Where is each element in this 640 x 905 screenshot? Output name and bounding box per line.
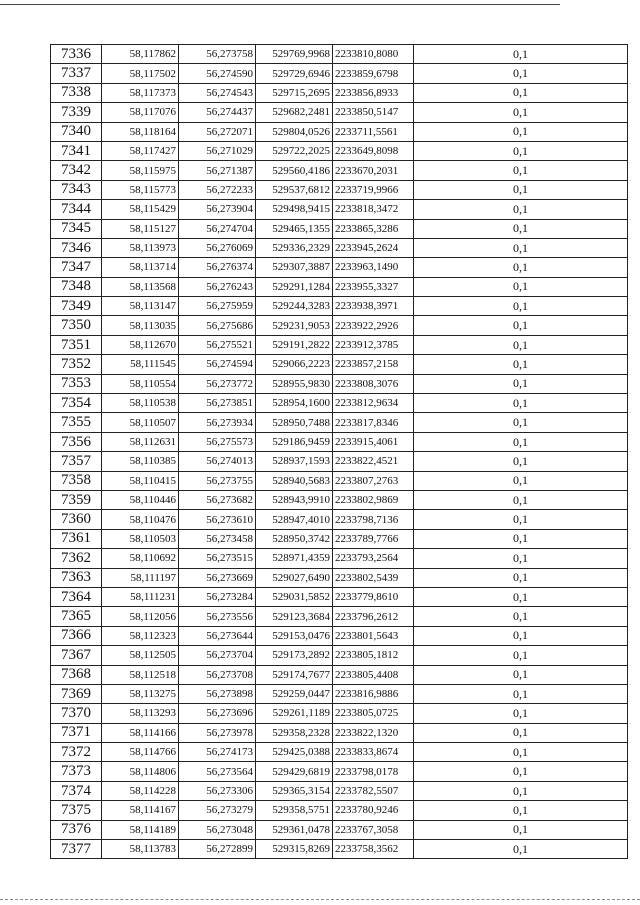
latitude-cell: 58,117427 xyxy=(102,141,179,160)
accuracy-cell: 0,1 xyxy=(414,335,628,354)
latitude-cell: 58,112631 xyxy=(102,432,179,451)
accuracy-cell: 0,1 xyxy=(414,510,628,529)
accuracy-cell: 0,1 xyxy=(414,122,628,141)
x-coordinate-cell: 529729,6946 xyxy=(256,64,333,83)
latitude-cell: 58,110503 xyxy=(102,529,179,548)
latitude-cell: 58,110538 xyxy=(102,394,179,413)
y-coordinate-cell: 2233779,8610 xyxy=(333,587,414,606)
point-number-cell: 7353 xyxy=(51,374,102,393)
latitude-cell: 58,110476 xyxy=(102,510,179,529)
longitude-cell: 56,274173 xyxy=(179,743,256,762)
accuracy-cell: 0,1 xyxy=(414,161,628,180)
y-coordinate-cell: 2233833,8674 xyxy=(333,743,414,762)
longitude-cell: 56,273978 xyxy=(179,723,256,742)
table-row xyxy=(51,297,628,316)
table-row xyxy=(51,103,628,122)
longitude-cell: 56,273904 xyxy=(179,200,256,219)
latitude-cell: 58,110446 xyxy=(102,490,179,509)
x-coordinate-cell: 529066,2223 xyxy=(256,355,333,374)
table-row xyxy=(51,200,628,219)
point-number-cell: 7366 xyxy=(51,626,102,645)
x-coordinate-cell: 528954,1600 xyxy=(256,394,333,413)
accuracy-cell: 0,1 xyxy=(414,355,628,374)
coordinates-table-body xyxy=(51,45,628,859)
point-number-cell: 7348 xyxy=(51,277,102,296)
point-number-cell: 7364 xyxy=(51,587,102,606)
longitude-cell: 56,274594 xyxy=(179,355,256,374)
accuracy-cell: 0,1 xyxy=(414,781,628,800)
y-coordinate-cell: 2233807,2763 xyxy=(333,471,414,490)
point-number-cell: 7362 xyxy=(51,549,102,568)
table-row xyxy=(51,413,628,432)
table-row xyxy=(51,374,628,393)
accuracy-cell: 0,1 xyxy=(414,277,628,296)
accuracy-cell: 0,1 xyxy=(414,801,628,820)
longitude-cell: 56,273708 xyxy=(179,665,256,684)
latitude-cell: 58,113783 xyxy=(102,840,179,859)
latitude-cell: 58,110385 xyxy=(102,452,179,471)
y-coordinate-cell: 2233859,6798 xyxy=(333,64,414,83)
latitude-cell: 58,118164 xyxy=(102,122,179,141)
x-coordinate-cell: 529153,0476 xyxy=(256,626,333,645)
latitude-cell: 58,110507 xyxy=(102,413,179,432)
longitude-cell: 56,273682 xyxy=(179,490,256,509)
accuracy-cell: 0,1 xyxy=(414,549,628,568)
y-coordinate-cell: 2233955,3327 xyxy=(333,277,414,296)
accuracy-cell: 0,1 xyxy=(414,258,628,277)
latitude-cell: 58,114806 xyxy=(102,762,179,781)
latitude-cell: 58,112670 xyxy=(102,335,179,354)
y-coordinate-cell: 2233711,5561 xyxy=(333,122,414,141)
accuracy-cell: 0,1 xyxy=(414,394,628,413)
accuracy-cell: 0,1 xyxy=(414,840,628,859)
latitude-cell: 58,110554 xyxy=(102,374,179,393)
x-coordinate-cell: 529259,0447 xyxy=(256,684,333,703)
accuracy-cell: 0,1 xyxy=(414,665,628,684)
latitude-cell: 58,117076 xyxy=(102,103,179,122)
y-coordinate-cell: 2233789,7766 xyxy=(333,529,414,548)
x-coordinate-cell: 529231,9053 xyxy=(256,316,333,335)
y-coordinate-cell: 2233805,0725 xyxy=(333,704,414,723)
latitude-cell: 58,113714 xyxy=(102,258,179,277)
table-row xyxy=(51,432,628,451)
point-number-cell: 7336 xyxy=(51,45,102,64)
y-coordinate-cell: 2233818,3472 xyxy=(333,200,414,219)
point-number-cell: 7370 xyxy=(51,704,102,723)
y-coordinate-cell: 2233912,3785 xyxy=(333,335,414,354)
table-row xyxy=(51,762,628,781)
latitude-cell: 58,114228 xyxy=(102,781,179,800)
x-coordinate-cell: 529027,6490 xyxy=(256,568,333,587)
table-row xyxy=(51,743,628,762)
accuracy-cell: 0,1 xyxy=(414,83,628,102)
table-row xyxy=(51,316,628,335)
longitude-cell: 56,273755 xyxy=(179,471,256,490)
point-number-cell: 7341 xyxy=(51,141,102,160)
x-coordinate-cell: 529358,2328 xyxy=(256,723,333,742)
table-row xyxy=(51,161,628,180)
latitude-cell: 58,113147 xyxy=(102,297,179,316)
latitude-cell: 58,113568 xyxy=(102,277,179,296)
x-coordinate-cell: 529174,7677 xyxy=(256,665,333,684)
latitude-cell: 58,117502 xyxy=(102,64,179,83)
y-coordinate-cell: 2233857,2158 xyxy=(333,355,414,374)
point-number-cell: 7359 xyxy=(51,490,102,509)
longitude-cell: 56,273704 xyxy=(179,646,256,665)
table-row xyxy=(51,840,628,859)
longitude-cell: 56,274013 xyxy=(179,452,256,471)
point-number-cell: 7356 xyxy=(51,432,102,451)
x-coordinate-cell: 529804,0526 xyxy=(256,122,333,141)
table-row xyxy=(51,277,628,296)
x-coordinate-cell: 529358,5751 xyxy=(256,801,333,820)
latitude-cell: 58,111545 xyxy=(102,355,179,374)
longitude-cell: 56,273279 xyxy=(179,801,256,820)
point-number-cell: 7374 xyxy=(51,781,102,800)
table-row xyxy=(51,122,628,141)
x-coordinate-cell: 529715,2695 xyxy=(256,83,333,102)
table-row xyxy=(51,781,628,800)
latitude-cell: 58,114189 xyxy=(102,820,179,839)
latitude-cell: 58,112323 xyxy=(102,626,179,645)
coordinates-table xyxy=(50,44,628,859)
x-coordinate-cell: 529429,6819 xyxy=(256,762,333,781)
x-coordinate-cell: 529498,9415 xyxy=(256,200,333,219)
longitude-cell: 56,273610 xyxy=(179,510,256,529)
latitude-cell: 58,110692 xyxy=(102,549,179,568)
y-coordinate-cell: 2233780,9246 xyxy=(333,801,414,820)
y-coordinate-cell: 2233945,2624 xyxy=(333,238,414,257)
longitude-cell: 56,273284 xyxy=(179,587,256,606)
x-coordinate-cell: 529244,3283 xyxy=(256,297,333,316)
x-coordinate-cell: 528950,3742 xyxy=(256,529,333,548)
table-row xyxy=(51,820,628,839)
longitude-cell: 56,273696 xyxy=(179,704,256,723)
table-row xyxy=(51,665,628,684)
latitude-cell: 58,114766 xyxy=(102,743,179,762)
latitude-cell: 58,115975 xyxy=(102,161,179,180)
point-number-cell: 7360 xyxy=(51,510,102,529)
latitude-cell: 58,112505 xyxy=(102,646,179,665)
y-coordinate-cell: 2233758,3562 xyxy=(333,840,414,859)
accuracy-cell: 0,1 xyxy=(414,413,628,432)
table-row xyxy=(51,141,628,160)
longitude-cell: 56,275686 xyxy=(179,316,256,335)
table-row xyxy=(51,355,628,374)
accuracy-cell: 0,1 xyxy=(414,684,628,703)
longitude-cell: 56,273898 xyxy=(179,684,256,703)
latitude-cell: 58,111197 xyxy=(102,568,179,587)
accuracy-cell: 0,1 xyxy=(414,568,628,587)
x-coordinate-cell: 529361,0478 xyxy=(256,820,333,839)
table-row xyxy=(51,394,628,413)
y-coordinate-cell: 2233963,1490 xyxy=(333,258,414,277)
point-number-cell: 7368 xyxy=(51,665,102,684)
longitude-cell: 56,273758 xyxy=(179,45,256,64)
longitude-cell: 56,273515 xyxy=(179,549,256,568)
point-number-cell: 7373 xyxy=(51,762,102,781)
accuracy-cell: 0,1 xyxy=(414,762,628,781)
accuracy-cell: 0,1 xyxy=(414,238,628,257)
longitude-cell: 56,273048 xyxy=(179,820,256,839)
longitude-cell: 56,274543 xyxy=(179,83,256,102)
latitude-cell: 58,113035 xyxy=(102,316,179,335)
x-coordinate-cell: 528947,4010 xyxy=(256,510,333,529)
longitude-cell: 56,274437 xyxy=(179,103,256,122)
table-row xyxy=(51,471,628,490)
point-number-cell: 7346 xyxy=(51,238,102,257)
x-coordinate-cell: 529682,2481 xyxy=(256,103,333,122)
longitude-cell: 56,275573 xyxy=(179,432,256,451)
y-coordinate-cell: 2233810,8080 xyxy=(333,45,414,64)
point-number-cell: 7361 xyxy=(51,529,102,548)
longitude-cell: 56,273458 xyxy=(179,529,256,548)
longitude-cell: 56,271029 xyxy=(179,141,256,160)
y-coordinate-cell: 2233856,8933 xyxy=(333,83,414,102)
longitude-cell: 56,275959 xyxy=(179,297,256,316)
point-number-cell: 7342 xyxy=(51,161,102,180)
x-coordinate-cell: 529291,1284 xyxy=(256,277,333,296)
latitude-cell: 58,113293 xyxy=(102,704,179,723)
top-rule xyxy=(0,4,560,5)
latitude-cell: 58,112056 xyxy=(102,607,179,626)
table-row xyxy=(51,801,628,820)
x-coordinate-cell: 528937,1593 xyxy=(256,452,333,471)
longitude-cell: 56,272899 xyxy=(179,840,256,859)
point-number-cell: 7363 xyxy=(51,568,102,587)
x-coordinate-cell: 529465,1355 xyxy=(256,219,333,238)
longitude-cell: 56,272233 xyxy=(179,180,256,199)
y-coordinate-cell: 2233808,3076 xyxy=(333,374,414,393)
table-row xyxy=(51,335,628,354)
y-coordinate-cell: 2233865,3286 xyxy=(333,219,414,238)
accuracy-cell: 0,1 xyxy=(414,297,628,316)
x-coordinate-cell: 529315,8269 xyxy=(256,840,333,859)
x-coordinate-cell: 528971,4359 xyxy=(256,549,333,568)
y-coordinate-cell: 2233816,9886 xyxy=(333,684,414,703)
accuracy-cell: 0,1 xyxy=(414,607,628,626)
y-coordinate-cell: 2233767,3058 xyxy=(333,820,414,839)
longitude-cell: 56,276069 xyxy=(179,238,256,257)
accuracy-cell: 0,1 xyxy=(414,45,628,64)
latitude-cell: 58,110415 xyxy=(102,471,179,490)
x-coordinate-cell: 529336,2329 xyxy=(256,238,333,257)
table-row xyxy=(51,626,628,645)
accuracy-cell: 0,1 xyxy=(414,587,628,606)
point-number-cell: 7375 xyxy=(51,801,102,820)
point-number-cell: 7372 xyxy=(51,743,102,762)
table-row xyxy=(51,684,628,703)
x-coordinate-cell: 529425,0388 xyxy=(256,743,333,762)
x-coordinate-cell: 529722,2025 xyxy=(256,141,333,160)
y-coordinate-cell: 2233812,9634 xyxy=(333,394,414,413)
point-number-cell: 7367 xyxy=(51,646,102,665)
table-row xyxy=(51,64,628,83)
point-number-cell: 7344 xyxy=(51,200,102,219)
latitude-cell: 58,117862 xyxy=(102,45,179,64)
point-number-cell: 7371 xyxy=(51,723,102,742)
longitude-cell: 56,275521 xyxy=(179,335,256,354)
longitude-cell: 56,273556 xyxy=(179,607,256,626)
latitude-cell: 58,113973 xyxy=(102,238,179,257)
accuracy-cell: 0,1 xyxy=(414,103,628,122)
point-number-cell: 7354 xyxy=(51,394,102,413)
accuracy-cell: 0,1 xyxy=(414,820,628,839)
x-coordinate-cell: 529365,3154 xyxy=(256,781,333,800)
y-coordinate-cell: 2233670,2031 xyxy=(333,161,414,180)
bottom-rule xyxy=(0,899,640,900)
x-coordinate-cell: 528955,9830 xyxy=(256,374,333,393)
table-row xyxy=(51,219,628,238)
y-coordinate-cell: 2233805,1812 xyxy=(333,646,414,665)
y-coordinate-cell: 2233822,4521 xyxy=(333,452,414,471)
point-number-cell: 7337 xyxy=(51,64,102,83)
x-coordinate-cell: 529560,4186 xyxy=(256,161,333,180)
longitude-cell: 56,272071 xyxy=(179,122,256,141)
point-number-cell: 7339 xyxy=(51,103,102,122)
accuracy-cell: 0,1 xyxy=(414,219,628,238)
longitude-cell: 56,273669 xyxy=(179,568,256,587)
table-row xyxy=(51,83,628,102)
accuracy-cell: 0,1 xyxy=(414,743,628,762)
latitude-cell: 58,111231 xyxy=(102,587,179,606)
accuracy-cell: 0,1 xyxy=(414,529,628,548)
y-coordinate-cell: 2233922,2926 xyxy=(333,316,414,335)
y-coordinate-cell: 2233915,4061 xyxy=(333,432,414,451)
accuracy-cell: 0,1 xyxy=(414,432,628,451)
y-coordinate-cell: 2233805,4408 xyxy=(333,665,414,684)
point-number-cell: 7357 xyxy=(51,452,102,471)
latitude-cell: 58,115127 xyxy=(102,219,179,238)
point-number-cell: 7369 xyxy=(51,684,102,703)
y-coordinate-cell: 2233796,2612 xyxy=(333,607,414,626)
longitude-cell: 56,274704 xyxy=(179,219,256,238)
table-row xyxy=(51,704,628,723)
latitude-cell: 58,114167 xyxy=(102,801,179,820)
table-row xyxy=(51,607,628,626)
latitude-cell: 58,115429 xyxy=(102,200,179,219)
y-coordinate-cell: 2233817,8346 xyxy=(333,413,414,432)
longitude-cell: 56,276374 xyxy=(179,258,256,277)
point-number-cell: 7350 xyxy=(51,316,102,335)
longitude-cell: 56,271387 xyxy=(179,161,256,180)
x-coordinate-cell: 528940,5683 xyxy=(256,471,333,490)
table-row xyxy=(51,510,628,529)
point-number-cell: 7347 xyxy=(51,258,102,277)
longitude-cell: 56,273772 xyxy=(179,374,256,393)
point-number-cell: 7355 xyxy=(51,413,102,432)
table-row xyxy=(51,180,628,199)
y-coordinate-cell: 2233938,3971 xyxy=(333,297,414,316)
longitude-cell: 56,273934 xyxy=(179,413,256,432)
accuracy-cell: 0,1 xyxy=(414,704,628,723)
table-row xyxy=(51,490,628,509)
table-row xyxy=(51,238,628,257)
point-number-cell: 7358 xyxy=(51,471,102,490)
point-number-cell: 7351 xyxy=(51,335,102,354)
y-coordinate-cell: 2233798,0178 xyxy=(333,762,414,781)
x-coordinate-cell: 529307,3887 xyxy=(256,258,333,277)
table-row xyxy=(51,529,628,548)
table-row xyxy=(51,45,628,64)
latitude-cell: 58,112518 xyxy=(102,665,179,684)
y-coordinate-cell: 2233782,5507 xyxy=(333,781,414,800)
point-number-cell: 7377 xyxy=(51,840,102,859)
latitude-cell: 58,115773 xyxy=(102,180,179,199)
x-coordinate-cell: 529031,5852 xyxy=(256,587,333,606)
accuracy-cell: 0,1 xyxy=(414,452,628,471)
accuracy-cell: 0,1 xyxy=(414,180,628,199)
longitude-cell: 56,273564 xyxy=(179,762,256,781)
x-coordinate-cell: 529537,6812 xyxy=(256,180,333,199)
x-coordinate-cell: 528950,7488 xyxy=(256,413,333,432)
point-number-cell: 7340 xyxy=(51,122,102,141)
longitude-cell: 56,274590 xyxy=(179,64,256,83)
accuracy-cell: 0,1 xyxy=(414,626,628,645)
latitude-cell: 58,114166 xyxy=(102,723,179,742)
x-coordinate-cell: 529769,9968 xyxy=(256,45,333,64)
longitude-cell: 56,273851 xyxy=(179,394,256,413)
y-coordinate-cell: 2233802,5439 xyxy=(333,568,414,587)
accuracy-cell: 0,1 xyxy=(414,141,628,160)
accuracy-cell: 0,1 xyxy=(414,646,628,665)
y-coordinate-cell: 2233801,5643 xyxy=(333,626,414,645)
accuracy-cell: 0,1 xyxy=(414,316,628,335)
accuracy-cell: 0,1 xyxy=(414,374,628,393)
y-coordinate-cell: 2233850,5147 xyxy=(333,103,414,122)
table-row xyxy=(51,568,628,587)
y-coordinate-cell: 2233798,7136 xyxy=(333,510,414,529)
point-number-cell: 7343 xyxy=(51,180,102,199)
table-row xyxy=(51,452,628,471)
point-number-cell: 7365 xyxy=(51,607,102,626)
accuracy-cell: 0,1 xyxy=(414,723,628,742)
point-number-cell: 7338 xyxy=(51,83,102,102)
accuracy-cell: 0,1 xyxy=(414,200,628,219)
y-coordinate-cell: 2233649,8098 xyxy=(333,141,414,160)
table-row xyxy=(51,258,628,277)
point-number-cell: 7352 xyxy=(51,355,102,374)
table-row xyxy=(51,587,628,606)
x-coordinate-cell: 528943,9910 xyxy=(256,490,333,509)
latitude-cell: 58,113275 xyxy=(102,684,179,703)
accuracy-cell: 0,1 xyxy=(414,471,628,490)
table-row xyxy=(51,723,628,742)
point-number-cell: 7345 xyxy=(51,219,102,238)
table-row xyxy=(51,549,628,568)
x-coordinate-cell: 529191,2822 xyxy=(256,335,333,354)
point-number-cell: 7349 xyxy=(51,297,102,316)
longitude-cell: 56,273306 xyxy=(179,781,256,800)
table-row xyxy=(51,646,628,665)
accuracy-cell: 0,1 xyxy=(414,490,628,509)
x-coordinate-cell: 529261,1189 xyxy=(256,704,333,723)
accuracy-cell: 0,1 xyxy=(414,64,628,83)
point-number-cell: 7376 xyxy=(51,820,102,839)
longitude-cell: 56,273644 xyxy=(179,626,256,645)
x-coordinate-cell: 529123,3684 xyxy=(256,607,333,626)
longitude-cell: 56,276243 xyxy=(179,277,256,296)
latitude-cell: 58,117373 xyxy=(102,83,179,102)
x-coordinate-cell: 529173,2892 xyxy=(256,646,333,665)
y-coordinate-cell: 2233802,9869 xyxy=(333,490,414,509)
y-coordinate-cell: 2233822,1320 xyxy=(333,723,414,742)
y-coordinate-cell: 2233719,9966 xyxy=(333,180,414,199)
x-coordinate-cell: 529186,9459 xyxy=(256,432,333,451)
y-coordinate-cell: 2233793,2564 xyxy=(333,549,414,568)
